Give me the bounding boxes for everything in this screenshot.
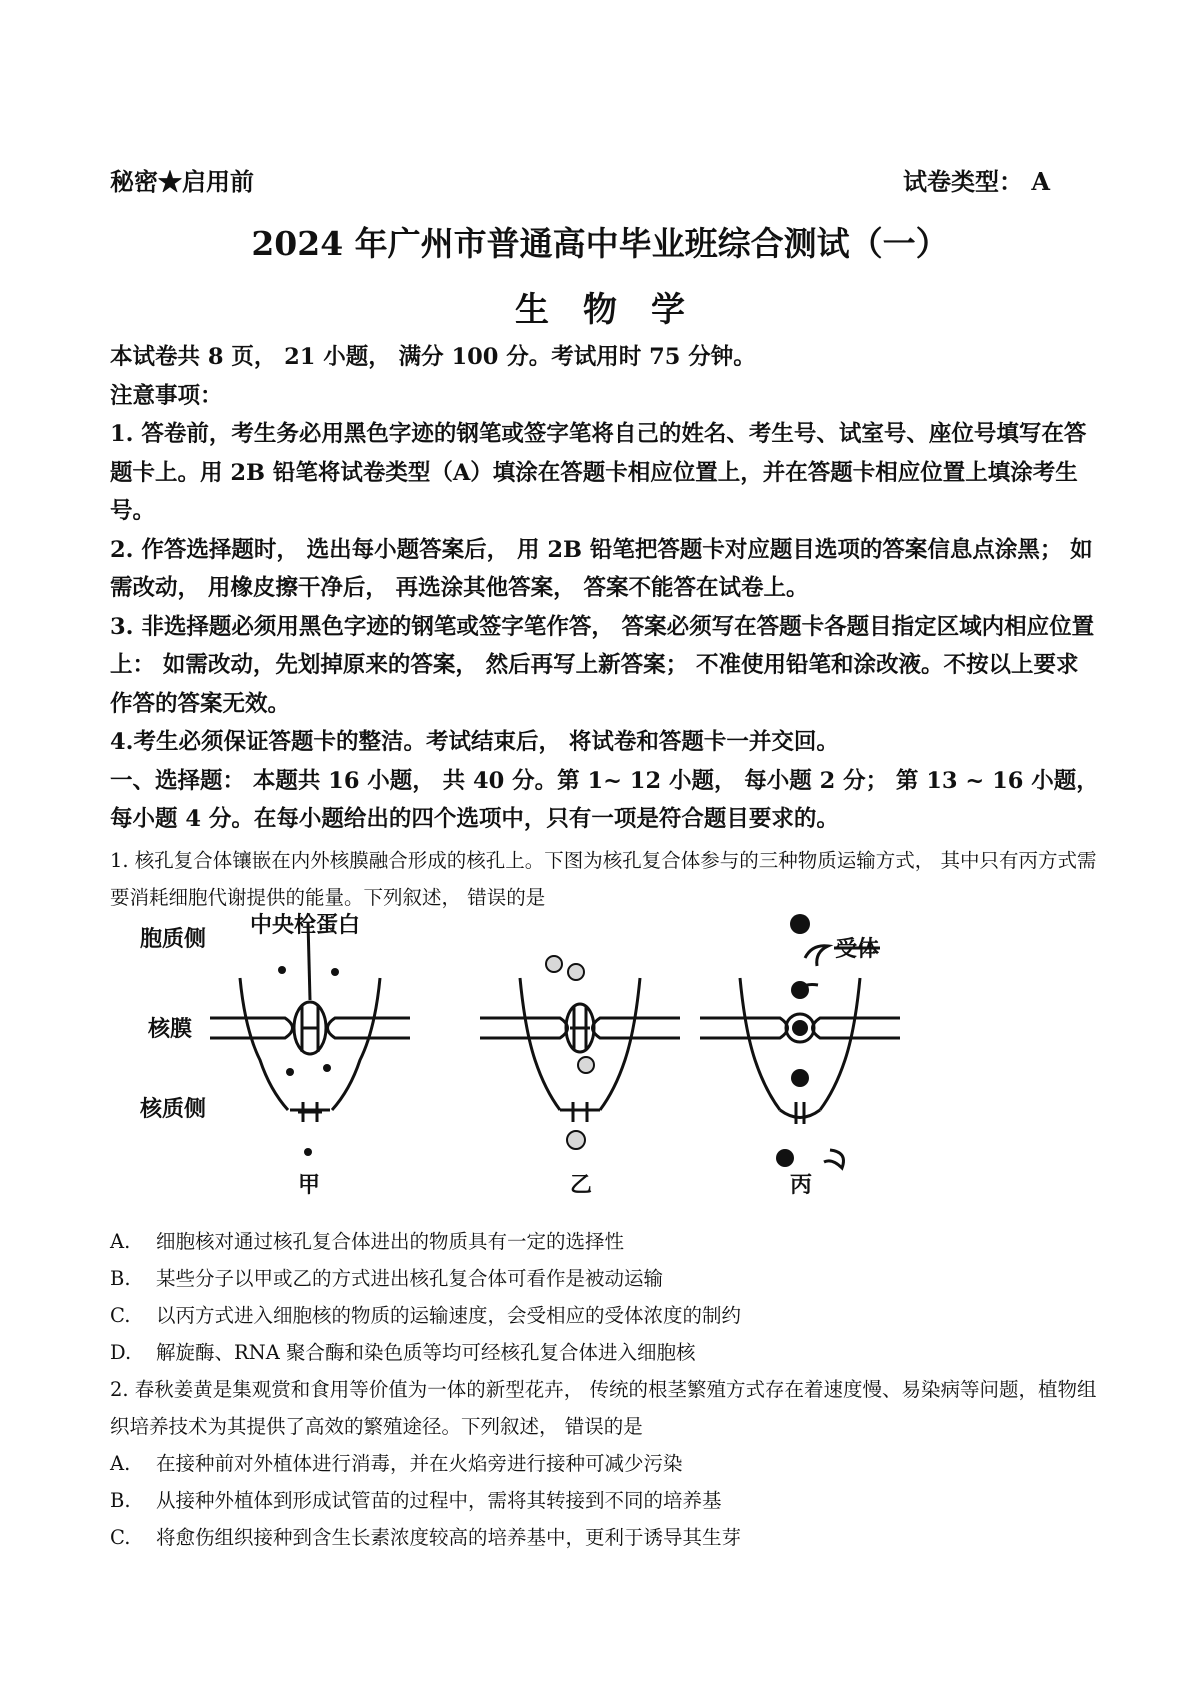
option-row — [110, 1260, 1100, 1297]
option-row — [110, 1223, 1100, 1260]
figure-label-receptor: 受体 — [835, 937, 880, 962]
option-row — [110, 1334, 1100, 1371]
exam-title: 2024 年广州市普通高中毕业班综合测试（一） — [251, 224, 949, 263]
option-text: 某些分子以甲或乙的方式进出核孔复合体可看作是被动运输 — [156, 1267, 664, 1290]
option-row — [110, 1445, 1100, 1482]
option-key: C. — [110, 1304, 131, 1327]
figure-panel-a: 甲 — [298, 1173, 321, 1198]
paper-type-label: 试卷类型： A — [903, 167, 1050, 196]
notice-item: 1. 答卷前，考生务必用黑色字迹的钢笔或签字笔将自己的姓名、考生号、试室号、座位号填写在答题卡上。用 2B 铅笔将试卷类型（A）填涂在答题卡相应位置上，并在答题卡相应位置上填涂考生号。 — [110, 421, 1087, 524]
option-text: 以丙方式进入细胞核的物质的运输速度，会受相应的受体浓度的制约 — [156, 1304, 742, 1327]
subject-title: 生物学 — [515, 290, 719, 330]
option-text: 解旋酶、RNA 聚合酶和染色质等均可经核孔复合体进入细胞核 — [156, 1341, 696, 1364]
header-line — [110, 162, 1050, 197]
nuclear-pore-figure — [140, 900, 900, 1200]
option-text: 将愈伤组织接种到含生长素浓度较高的培养基中，更利于诱导其生芽 — [156, 1526, 742, 1549]
instructions-block — [110, 338, 1100, 839]
figure-label-nucleoplasm: 核质侧 — [140, 1097, 207, 1122]
notice-item: 4.考生必须保证答题卡的整洁。考试结束后， 将试卷和答题卡一并交回。 — [110, 729, 839, 755]
option-text: 在接种前对外植体进行消毒，并在火焰旁进行接种可减少污染 — [156, 1452, 683, 1475]
exam-summary: 本试卷共 8 页， 21 小题， 满分 100 分。考试用时 75 分钟。 — [110, 344, 756, 370]
figure-label-cytoplasm: 胞质侧 — [140, 927, 207, 952]
question-stem: 1. 核孔复合体镶嵌在内外核膜融合形成的核孔上。下图为核孔复合体参与的三种物质运输方式， 其中只有丙方式需要消耗细胞代谢提供的能量。下列叙述， 错误的是 — [110, 849, 1097, 909]
confidential-label: 秘密★启用前 — [110, 167, 254, 196]
option-text: 从接种外植体到形成试管苗的过程中，需将其转接到不同的培养基 — [156, 1489, 722, 1512]
option-text: 细胞核对通过核孔复合体进出的物质具有一定的选择性 — [156, 1230, 625, 1253]
notice-item: 3. 非选择题必须用黑色字迹的钢笔或签字笔作答， 答案必须写在答题卡各题目指定区域内相应位置上： 如需改动，先划掉原来的答案， 然后再写上新答案； 不准使用铅笔和涂改液。不按以上要求作答的答案无效。 — [110, 613, 1095, 717]
option-key: D. — [110, 1341, 132, 1364]
figure-panel-b: 乙 — [570, 1173, 593, 1198]
section-heading: 一、选择题： 本题共 16 小题， 共 40 分。第 1~ 12 小题， 每小题 2 分； 第 13 ~ 16 小题， 每小题 4 分。在每小题给出的四个选项中，只有一项是符合题目要求的。 — [110, 767, 1099, 832]
figure-label-central-protein: 中央栓蛋白 — [250, 913, 361, 938]
option-row — [110, 1482, 1100, 1519]
option-key: A. — [110, 1230, 131, 1253]
figure-panel-c: 丙 — [790, 1173, 813, 1198]
option-key: B. — [110, 1489, 131, 1512]
option-row — [110, 1519, 1100, 1556]
notice-heading: 注意事项： — [110, 382, 223, 409]
question-2-stem: 2. 春秋姜黄是集观赏和食用等价值为一体的新型花卉， 传统的根茎繁殖方式存在着速度慢、易染病等问题，植物组织培养技术为其提供了高效的繁殖途径。下列叙述， 错误的是 — [110, 1378, 1097, 1438]
option-row — [110, 1297, 1100, 1334]
option-key: A. — [110, 1452, 131, 1475]
question-1-options — [110, 1223, 1100, 1556]
option-key: C. — [110, 1526, 131, 1549]
notice-item: 2. 作答选择题时， 选出每小题答案后， 用 2B 铅笔把答题卡对应题目选项的答案信息点涂黑； 如需改动， 用橡皮擦干净后， 再选涂其他答案， 答案不能答在试卷上。 — [110, 536, 1093, 601]
figure-label-membrane: 核膜 — [148, 1017, 193, 1042]
option-key: B. — [110, 1267, 131, 1290]
